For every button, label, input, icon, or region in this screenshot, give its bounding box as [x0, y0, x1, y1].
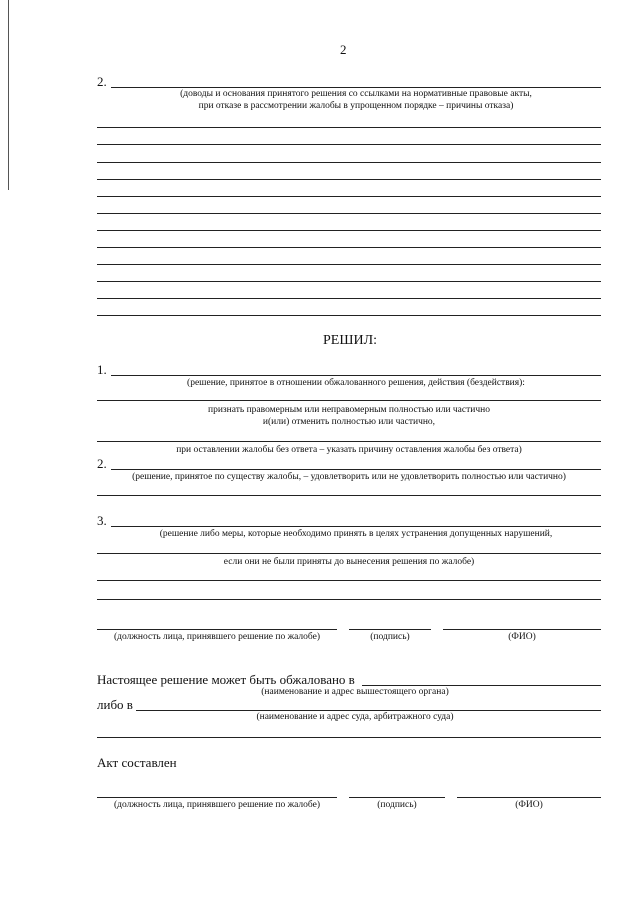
item1-caption: (решение, принятое в отношении обжалованного решения, действия (бездействия): [187, 378, 525, 388]
appeal-text: Настоящее решение может быть обжаловано в [97, 672, 355, 687]
fill-line [97, 400, 601, 401]
signature1-position: (должность лица, принявшего решение по жалобе) [113, 632, 321, 642]
fill-line [349, 797, 445, 798]
fill-line [97, 264, 601, 265]
fill-line [97, 179, 601, 180]
item1-note-3: при оставлении жалобы без ответа – указать причину оставления жалобы без ответа) [176, 445, 522, 455]
fill-line [111, 469, 601, 470]
fill-line [136, 710, 601, 711]
fill-line [97, 230, 601, 231]
fill-line [97, 315, 601, 316]
fill-line [97, 580, 601, 581]
signature2-name: (ФИО) [515, 800, 543, 810]
fill-line [97, 599, 601, 600]
fill-line [97, 629, 337, 630]
item3-number: 3. [97, 513, 107, 528]
fill-line [97, 196, 601, 197]
item3-caption-1: (решение либо меры, которые необходимо принять в целях устранения допущенных нарушений, [159, 529, 553, 539]
page-margin-bar [8, 0, 9, 190]
item1-note-1: признать правомерным или неправомерным полностью или частично [208, 405, 490, 415]
fill-line [97, 441, 601, 442]
fill-line [97, 281, 601, 282]
fill-line [97, 797, 337, 798]
fill-line [457, 797, 601, 798]
decision-heading: РЕШИЛ: [323, 333, 377, 348]
item1-number: 1. [97, 362, 107, 377]
fill-line [97, 737, 601, 738]
fill-line [97, 553, 601, 554]
appeal-caption-2: (наименование и адрес суда, арбитражного суда) [256, 712, 454, 722]
fill-line [97, 144, 601, 145]
signature2-signature: (подпись) [377, 800, 417, 810]
signature1-signature: (подпись) [370, 632, 410, 642]
act-text: Акт составлен [97, 755, 177, 770]
page-number: 2 [340, 42, 347, 57]
fill-line [97, 162, 601, 163]
fill-line [97, 247, 601, 248]
item2-number: 2. [97, 456, 107, 471]
fill-line [111, 375, 601, 376]
section2-number: 2. [97, 74, 107, 89]
fill-line [443, 629, 601, 630]
item3-caption-2: если они не были приняты до вынесения решения по жалобе) [223, 557, 475, 567]
fill-line [111, 526, 601, 527]
section2-caption-2: при отказе в рассмотрении жалобы в упрощенном порядке – причины отказа) [198, 101, 514, 111]
appeal-caption-1: (наименование и адрес вышестоящего органа) [261, 687, 449, 697]
fill-line [97, 213, 601, 214]
fill-line [97, 298, 601, 299]
fill-line [111, 87, 601, 88]
item2-caption: (решение, принятое по существу жалобы, – удовлетворить или не удовлетворить полностью или частично) [132, 472, 566, 482]
fill-line [97, 127, 601, 128]
item1-note-2: и(или) отменить полностью или частично, [262, 417, 436, 427]
fill-line [362, 685, 601, 686]
signature2-position: (должность лица, принявшего решение по жалобе) [113, 800, 321, 810]
signature1-name: (ФИО) [508, 632, 536, 642]
fill-line [349, 629, 431, 630]
section2-caption-1: (доводы и основания принятого решения со ссылками на нормативные правовые акты, [180, 89, 532, 99]
appeal-or-text: либо в [97, 697, 133, 712]
fill-line [97, 495, 601, 496]
